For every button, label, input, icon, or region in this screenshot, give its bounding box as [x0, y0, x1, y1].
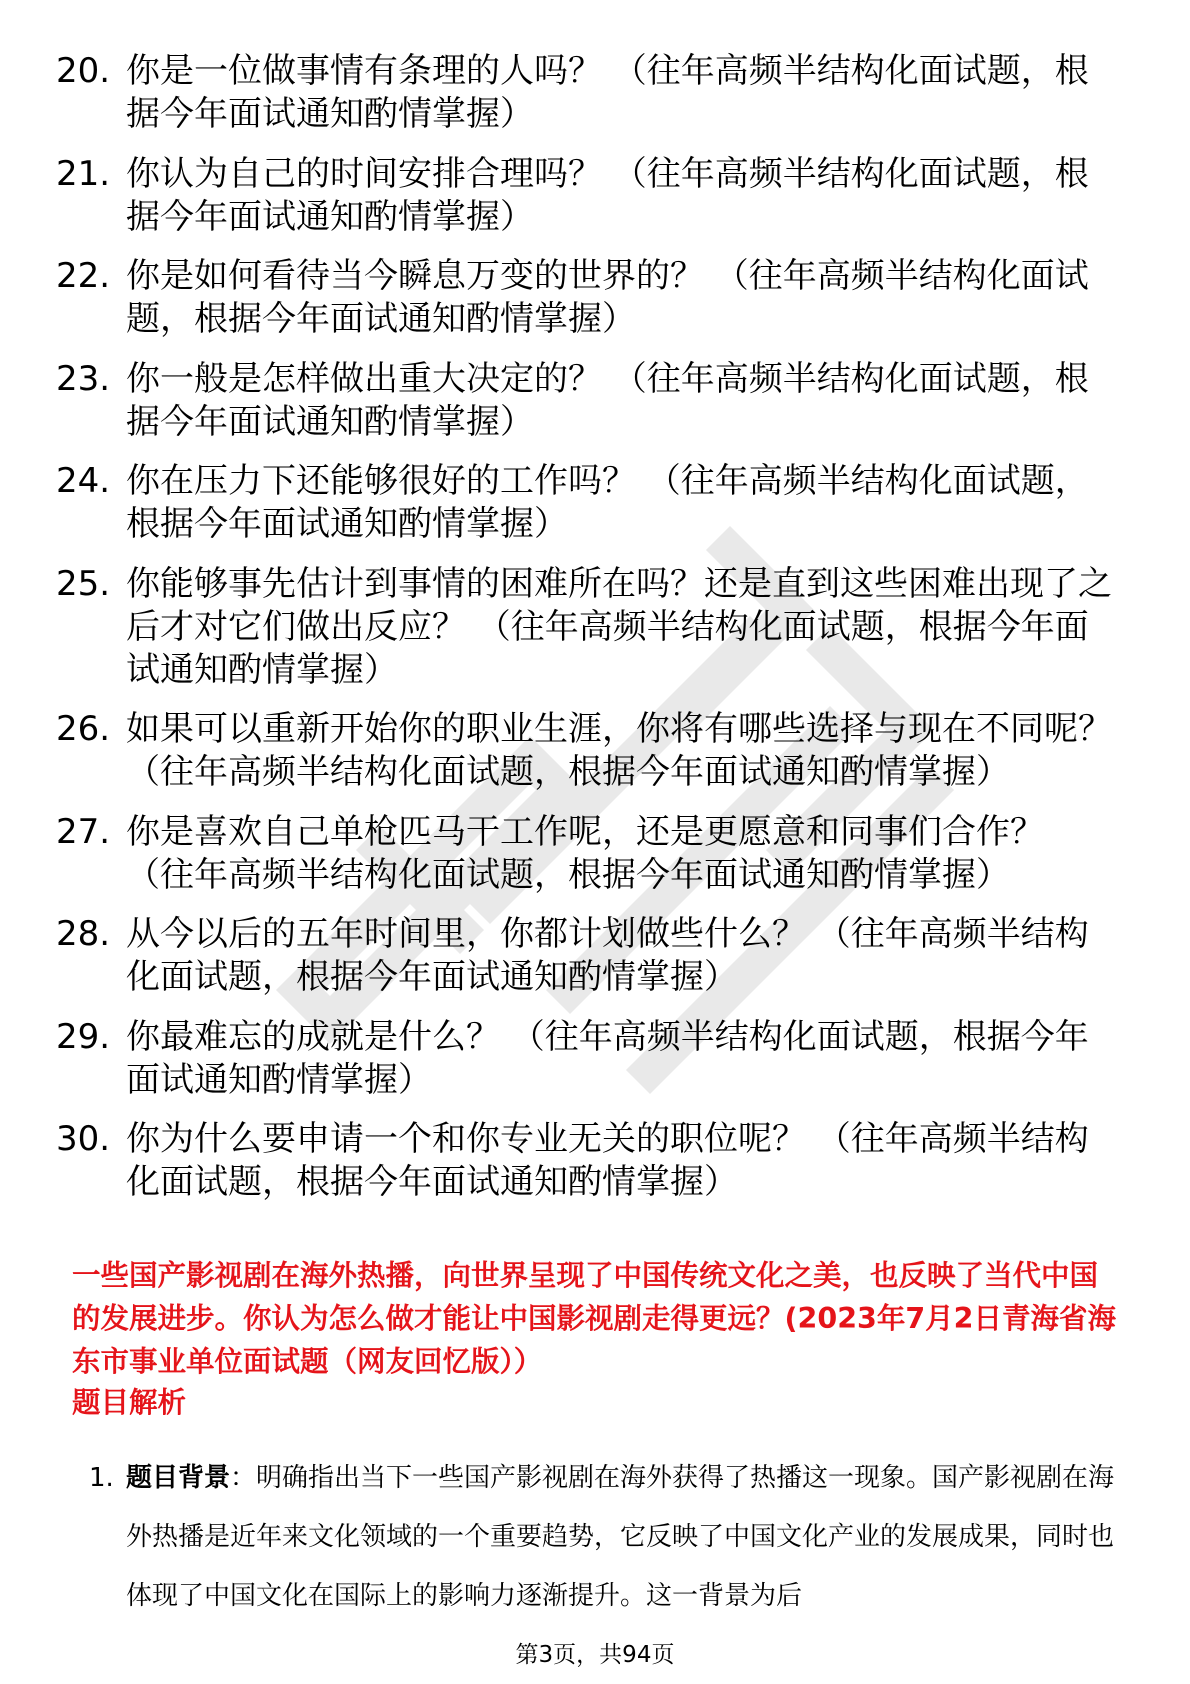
list-item [56, 708, 1116, 794]
item-number: 1. [89, 1463, 114, 1493]
item-text: 你能够事先估计到事情的困难所在吗？还是直到这些困难出现了之后才对它们做出反应？ （往年高频半结构化面试题，根据今年面试通知酌情掌握） [126, 563, 1112, 690]
item-number: 27. [56, 811, 111, 852]
item-number: 30. [56, 1119, 111, 1159]
list-item [56, 153, 1116, 239]
list-item [56, 811, 1116, 897]
item-text: 你认为自己的时间安排合理吗？ （往年高频半结构化面试题，根据今年面试通知酌情掌握） [126, 153, 1089, 237]
list-item [56, 1118, 1116, 1204]
item-text: 你为什么要申请一个和你专业无关的职位呢？ （往年高频半结构化面试题，根据今年面试通知酌情掌握） [126, 1119, 1089, 1202]
list-item [56, 358, 1116, 444]
item-text: 你是一位做事情有条理的人吗？ （往年高频半结构化面试题，根据今年面试通知酌情掌握） [126, 51, 1089, 134]
item-text: 如果可以重新开始你的职业生涯，你将有哪些选择与现在不同呢？ （往年高频半结构化面试题，根据今年面试通知酌情掌握） [126, 709, 1112, 792]
item-number: 26. [56, 709, 111, 749]
analysis-list [72, 1449, 1122, 1626]
item-number: 25. [56, 563, 111, 604]
item-text: 你一般是怎样做出重大决定的？ （往年高频半结构化面试题，根据今年面试通知酌情掌握） [126, 358, 1089, 442]
list-item [56, 460, 1116, 546]
list-item [56, 50, 1116, 136]
item-number: 28. [56, 914, 111, 954]
item-text: 你是如何看待当今瞬息万变的世界的？ （往年高频半结构化面试题，根据今年面试通知酌情掌握） [126, 256, 1089, 339]
item-text: 你最难忘的成就是什么？ （往年高频半结构化面试题，根据今年面试通知酌情掌握） [126, 1016, 1089, 1100]
item-number: 21. [56, 153, 111, 194]
item-text: 你在压力下还能够很好的工作吗？ （往年高频半结构化面试题，根据今年面试通知酌情掌握） [126, 461, 1089, 544]
item-term: 题目背景 [126, 1463, 231, 1493]
list-item [56, 913, 1116, 999]
list-item [56, 1016, 1116, 1102]
page-number: 第3页，共94页 [515, 1642, 675, 1668]
item-number: 29. [56, 1016, 111, 1057]
list-item [72, 1449, 1122, 1626]
item-text: 从今以后的五年时间里，你都计划做些什么？ （往年高频半结构化面试题，根据今年面试通知酌情掌握） [126, 914, 1089, 997]
list-item [56, 255, 1116, 341]
item-text: ：明确指出当下一些国产影视剧在海外获得了热播这一现象。国产影视剧在海外热播是近年来文化领域的一个重要趋势，它反映了中国文化产业的发展成果，同时也体现了中国文化在国际上的影响力逐渐提升。这一背景为后 [126, 1463, 1115, 1611]
section-title: 题目解析 [72, 1386, 187, 1419]
highlight-question: 一些国产影视剧在海外热播，向世界呈现了中国传统文化之美，也反映了当代中国的发展进步。你认为怎么做才能让中国影视剧走得更远？(2023年7月2日青海省海东市事业单位面试题（网友回忆版）） [72, 1259, 1117, 1378]
item-text: 你是喜欢自己单枪匹马干工作呢，还是更愿意和同事们合作？ （往年高频半结构化面试题，根据今年面试通知酌情掌握） [126, 811, 1044, 895]
list-item [56, 563, 1116, 692]
question-list [56, 50, 1116, 1221]
item-number: 23. [56, 358, 111, 399]
item-number: 22. [56, 256, 111, 296]
item-number: 24. [56, 461, 111, 501]
item-number: 20. [56, 51, 111, 91]
